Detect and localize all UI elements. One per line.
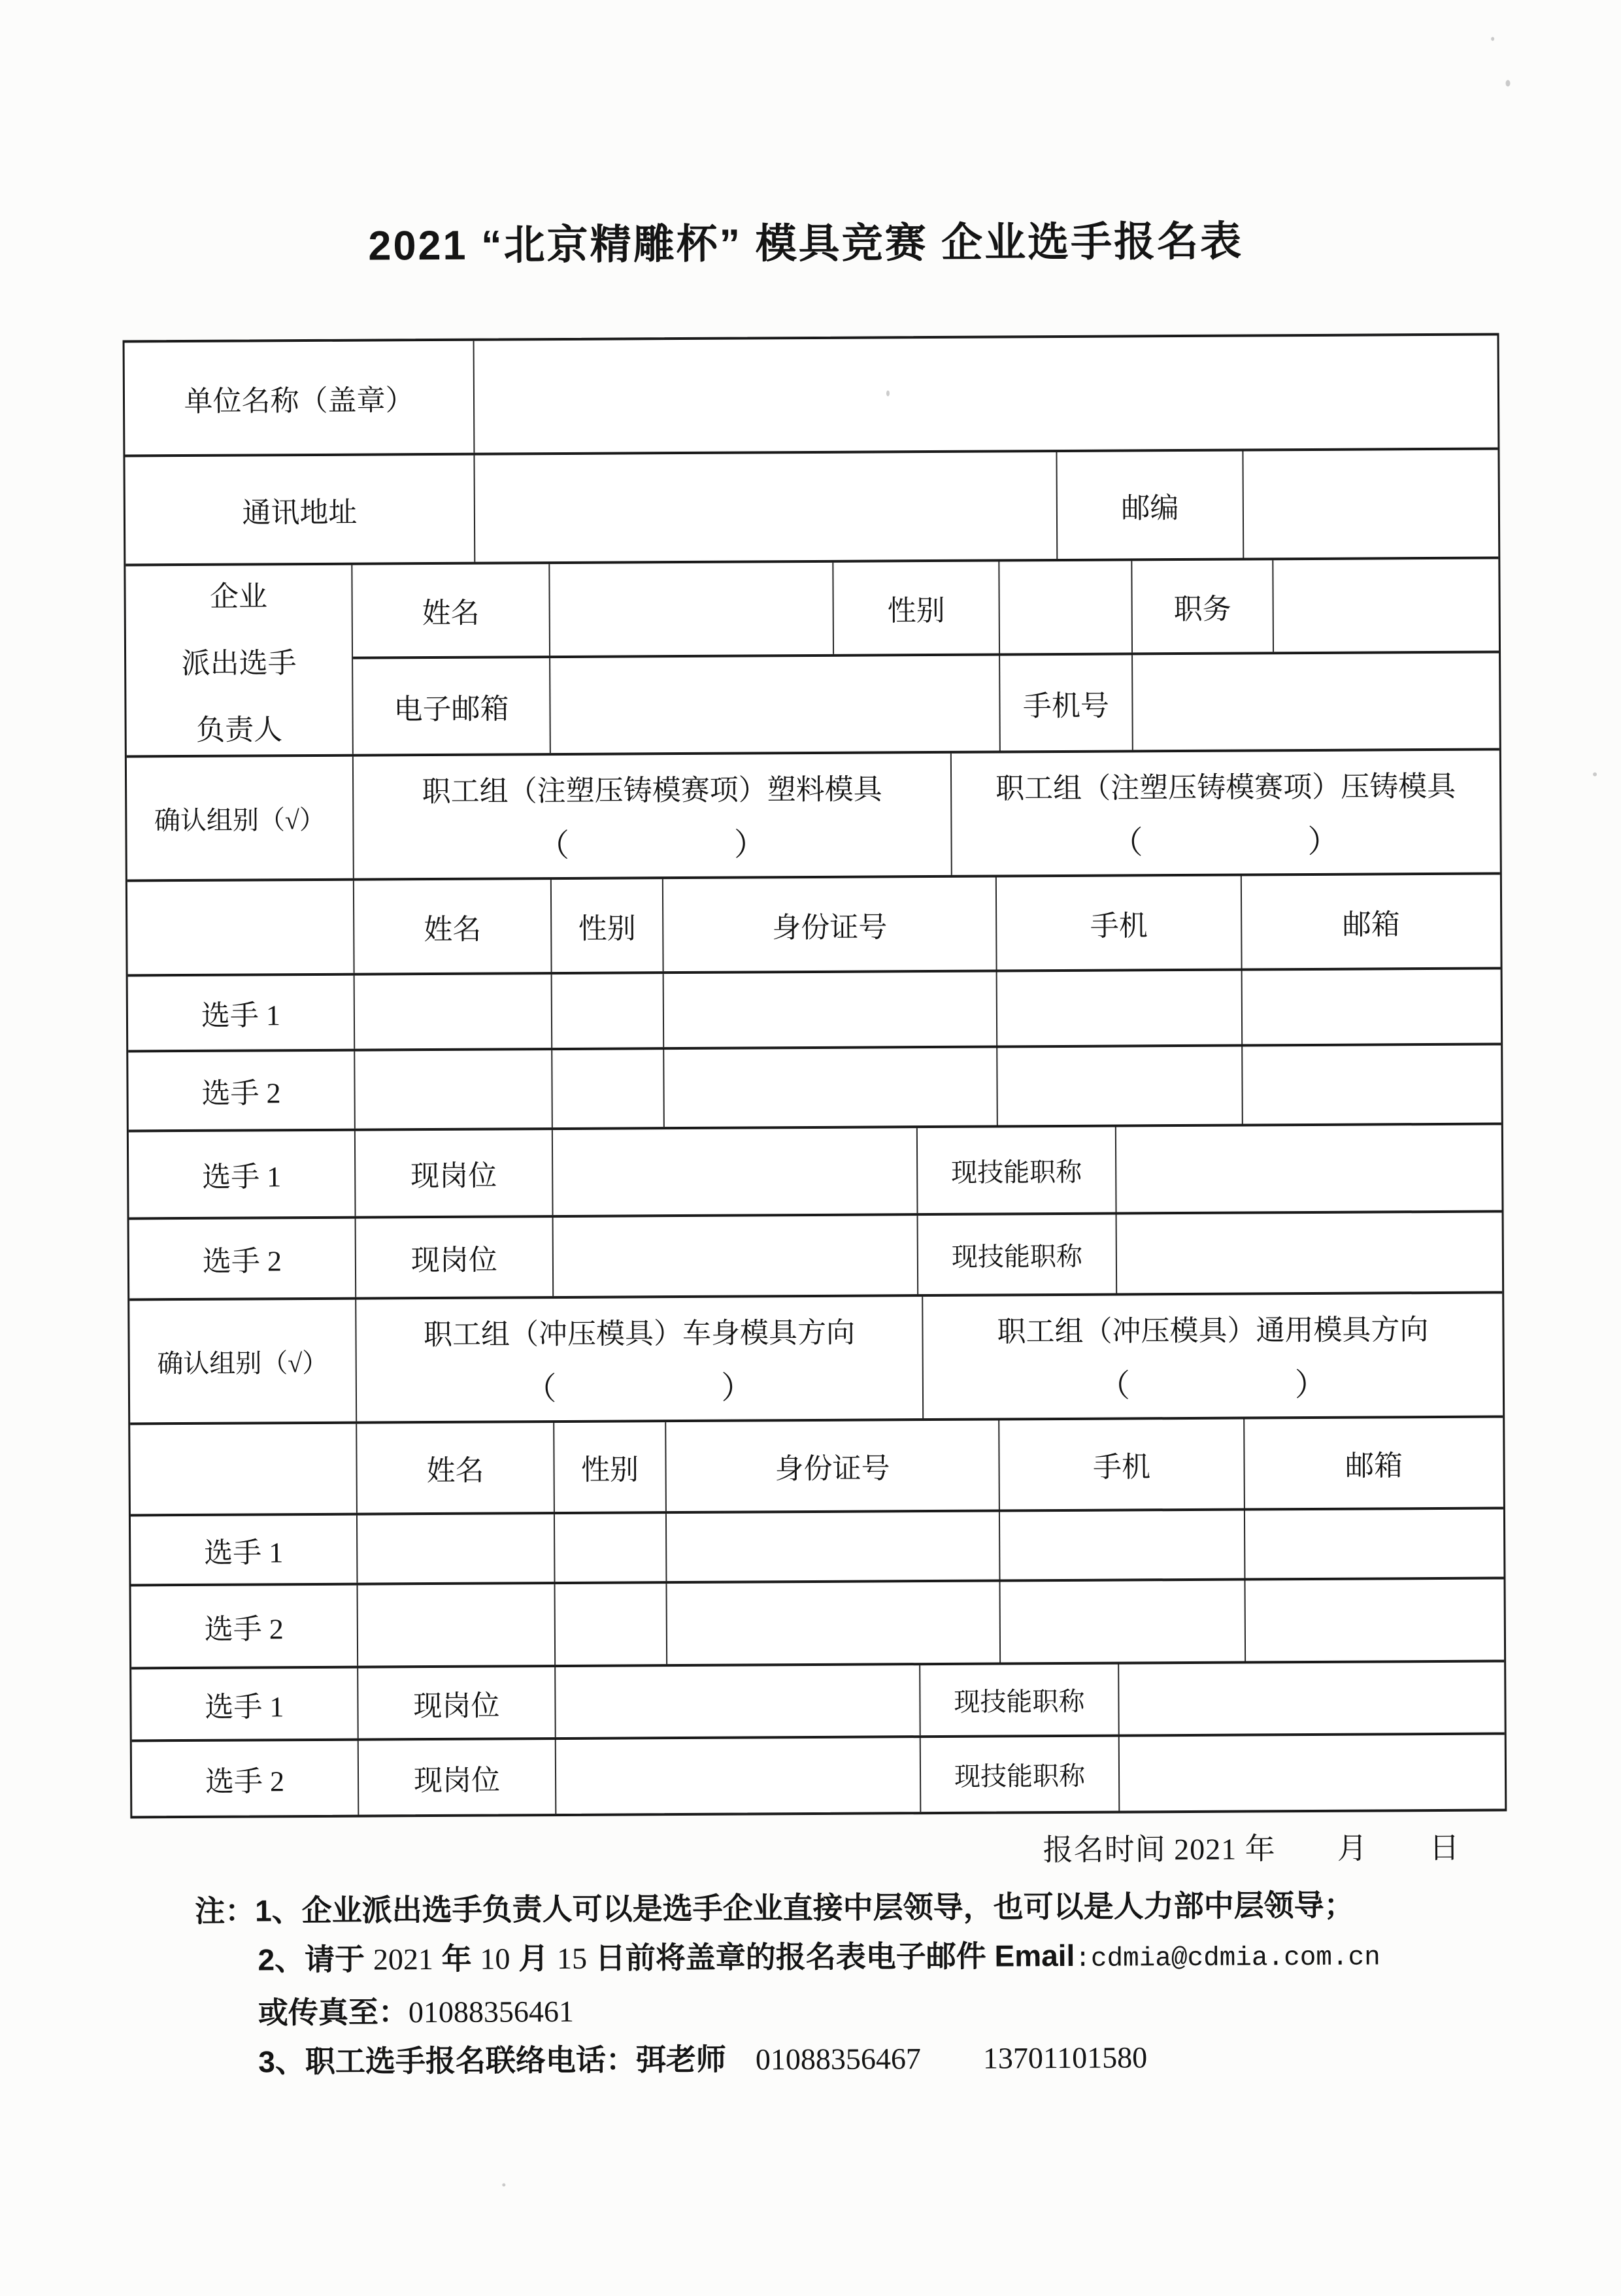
- row-unit-name: [125, 335, 1498, 457]
- g1-player2-post-row: [129, 1212, 1503, 1301]
- leader-email-value-cell: [550, 656, 1001, 753]
- g2-header-empty-cell: [130, 1424, 358, 1514]
- row-confirm-group2: [129, 1293, 1503, 1425]
- leader-mobile-label: 手机号: [1000, 655, 1133, 750]
- postcode-value-cell: [1243, 450, 1498, 557]
- g1-header-gender: 性别: [552, 879, 664, 972]
- g2-header-email: 邮箱: [1345, 1450, 1403, 1482]
- g1-player2-id-cell: [664, 1048, 998, 1127]
- g2-player1-post-value-cell: [556, 1665, 921, 1737]
- leader-label-line3: 负责人: [196, 713, 283, 746]
- g1-player1-post-title: 现岗位: [356, 1130, 554, 1216]
- note-line-1: [195, 1880, 1489, 1936]
- note-2-year: 2021: [373, 1942, 434, 1976]
- g2-player2-post-row: [132, 1735, 1505, 1816]
- leader-label-line2: 派出选手: [181, 646, 297, 680]
- g2-player1-row: [131, 1509, 1504, 1586]
- g1-player2-skill-label: 现技能职称: [918, 1215, 1118, 1295]
- g1-player2-gender-cell: [552, 1050, 665, 1127]
- g2-player2-name-cell: [358, 1584, 556, 1666]
- scan-speck: [1505, 80, 1510, 86]
- g2-header-row: [130, 1418, 1503, 1516]
- note-2-text-b: 年: [433, 1941, 480, 1976]
- note-4-phone-2: 13701101580: [982, 2040, 1148, 2075]
- note-2-text-d: 日前将盖章的报名表电子邮件: [586, 1938, 995, 1975]
- g1-player1-post-value-cell: [553, 1128, 918, 1215]
- g2-player2-id-cell: [667, 1582, 1001, 1664]
- scan-speck: [1491, 37, 1494, 41]
- g1-player1-post-row: [129, 1125, 1502, 1220]
- g2-player2-row: [131, 1579, 1505, 1669]
- g1-player2-name-cell: [355, 1050, 553, 1129]
- g2-player2-gender-cell: [556, 1584, 668, 1665]
- signup-date-line: 报名时间 2021 年 月 日: [1043, 1831, 1460, 1867]
- g1-player2-skill-value-cell: [1117, 1212, 1503, 1293]
- g1-player1-skill-label: 现技能职称: [918, 1127, 1117, 1214]
- g1-header-name: 姓名: [354, 880, 552, 973]
- note-line-3: [258, 1982, 1490, 2038]
- note-2-day: 15: [556, 1941, 588, 1976]
- confirm-group1-label: 确认组别（√）: [127, 757, 354, 880]
- group2-option2-checkbox: （ ）: [1098, 1368, 1328, 1405]
- address-label: 通讯地址: [125, 456, 475, 564]
- note-3-fax-number: 01088356461: [408, 1994, 575, 2029]
- g1-player2-post-value-cell: [554, 1216, 919, 1296]
- note-line-4: [258, 2031, 1490, 2087]
- g2-player1-mobile-cell: [1000, 1511, 1246, 1580]
- group1-option1-checkbox: （ ）: [537, 827, 767, 864]
- leader-label-line1: 企业: [209, 580, 268, 613]
- g2-player1-skill-label: 现技能职称: [920, 1665, 1120, 1736]
- g1-player1-post-label: 选手 1: [129, 1131, 356, 1218]
- leader-name-value-cell: [550, 563, 834, 656]
- g1-header-id: 身份证号: [663, 878, 997, 972]
- g2-player2-label: 选手 2: [131, 1586, 359, 1667]
- row-leader-email: [353, 653, 1499, 754]
- note-line-2: [258, 1929, 1489, 1989]
- leader-subrows: [352, 559, 1499, 754]
- g2-player1-post-label: 选手 1: [131, 1669, 359, 1740]
- unit-name-value-cell: [475, 335, 1498, 452]
- leader-gender-label: 性别: [833, 561, 1000, 654]
- g2-player2-post-value-cell: [556, 1738, 922, 1814]
- g1-player1-name-cell: [355, 974, 553, 1049]
- g2-header-name: 姓名: [357, 1423, 555, 1513]
- confirm-group2-label: 确认组别（√）: [129, 1300, 357, 1423]
- g1-player2-email-cell: [1243, 1045, 1501, 1123]
- group2-option1-cell: [356, 1297, 924, 1422]
- g1-player2-mobile-cell: [997, 1047, 1243, 1125]
- unit-name-label: 单位名称（盖章）: [125, 341, 475, 455]
- g1-header-row: [127, 874, 1501, 976]
- row-address: [125, 450, 1498, 566]
- note-2-email-label: Email: [994, 1938, 1075, 1973]
- g1-player2-post-title: 现岗位: [356, 1218, 554, 1297]
- note-2-text-c: 月: [510, 1941, 558, 1976]
- g1-header-empty-cell: [127, 881, 355, 974]
- group1-option2-cell: [952, 750, 1500, 874]
- group2-option1-title: 职工组（冲压模具）车身模具方向: [423, 1316, 856, 1351]
- g2-player2-post-title: 现岗位: [359, 1740, 557, 1815]
- row-confirm-group1: [127, 750, 1500, 882]
- group1-option1-cell: [354, 754, 952, 878]
- g1-player2-label: 选手 2: [128, 1052, 356, 1130]
- group1-option2-title: 职工组（注塑压铸模赛项）压铸模具: [995, 770, 1456, 805]
- leader-duty-label: 职务: [1132, 560, 1274, 652]
- leader-email-label: 电子邮箱: [353, 658, 551, 754]
- g2-header-id: 身份证号: [666, 1420, 1000, 1511]
- registration-table: [123, 333, 1507, 1818]
- g1-player1-id-cell: [664, 973, 998, 1048]
- group1-option2-checkbox: （ ）: [1111, 825, 1341, 861]
- group1-option1-title: 职工组（注塑压铸模赛项）塑料模具: [422, 773, 882, 808]
- group2-option2-cell: [923, 1293, 1503, 1418]
- g2-player1-post-title: 现岗位: [358, 1667, 556, 1739]
- form-title: 2021 “北京精雕杯” 模具竞赛 企业选手报名表: [368, 218, 1244, 269]
- g2-player1-gender-cell: [555, 1514, 667, 1582]
- g1-header-email: 邮箱: [1342, 908, 1400, 941]
- notes-block: [195, 1880, 1490, 2087]
- g1-player1-label: 选手 1: [128, 976, 356, 1050]
- leader-name-label: 姓名: [352, 564, 550, 657]
- g2-player2-skill-label: 现技能职称: [921, 1737, 1120, 1812]
- row-leader-group: [125, 559, 1499, 757]
- group2-option1-checkbox: （ ）: [525, 1371, 754, 1407]
- g1-player2-post-label: 选手 2: [129, 1219, 357, 1299]
- g1-player1-skill-value-cell: [1116, 1125, 1502, 1212]
- note-3-text: 或传真至：: [258, 1995, 409, 2030]
- g1-player1-mobile-cell: [997, 971, 1243, 1046]
- row-leader-name: [352, 559, 1499, 659]
- g2-player2-mobile-cell: [1000, 1581, 1246, 1663]
- g1-header-mobile: 手机: [997, 876, 1243, 970]
- note-2-text-a: 2、请于: [258, 1942, 374, 1977]
- g2-header-mobile: 手机: [999, 1420, 1245, 1510]
- group2-option2-title: 职工组（冲压模具）通用模具方向: [997, 1313, 1429, 1348]
- g2-player2-email-cell: [1245, 1579, 1504, 1661]
- g1-player1-gender-cell: [552, 974, 665, 1048]
- address-value-cell: [475, 452, 1058, 562]
- g2-player2-skill-value-cell: [1120, 1735, 1505, 1810]
- g1-player2-row: [128, 1045, 1501, 1132]
- g2-player1-id-cell: [667, 1512, 1001, 1581]
- g2-player1-post-row: [131, 1662, 1505, 1742]
- g2-player2-post-label: 选手 2: [132, 1741, 359, 1816]
- leader-mobile-value-cell: [1133, 653, 1499, 750]
- g2-player1-name-cell: [358, 1514, 556, 1583]
- g1-player1-email-cell: [1243, 969, 1501, 1044]
- note-4-text: 3、职工选手报名联络电话：弭老师: [258, 2042, 727, 2079]
- note-2-email-address: :cdmia@cdmia.com.cn: [1075, 1942, 1380, 1974]
- postcode-label: 邮编: [1057, 452, 1244, 559]
- note-1-text: 1、企业派出选手负责人可以是选手企业直接中层领导，也可以是人力部中层领导；: [254, 1888, 1354, 1928]
- g1-player1-row: [128, 969, 1501, 1052]
- g2-player1-label: 选手 1: [131, 1516, 358, 1584]
- g2-header-gender: 性别: [554, 1422, 667, 1512]
- note-4-phone-1: 01088356467: [755, 2042, 922, 2076]
- note-prefix: 注：: [194, 1893, 256, 1928]
- scan-speck: [886, 390, 890, 396]
- scan-speck: [1593, 773, 1597, 776]
- leader-gender-value-cell: [999, 561, 1133, 653]
- leader-group-label: [125, 565, 354, 756]
- leader-duty-value-cell: [1273, 559, 1499, 652]
- note-2-month: 10: [480, 1942, 510, 1976]
- g2-player1-email-cell: [1245, 1509, 1504, 1578]
- scan-speck: [502, 2183, 505, 2186]
- g2-player1-skill-value-cell: [1119, 1662, 1505, 1734]
